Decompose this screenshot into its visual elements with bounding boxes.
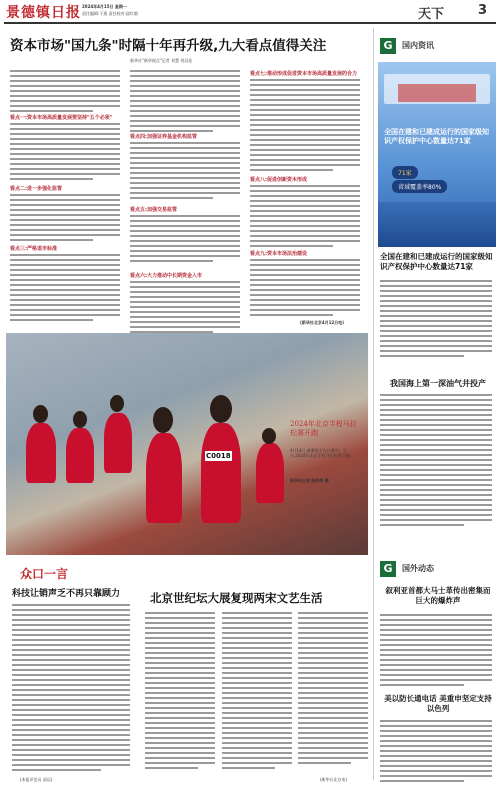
- lead-subhead-7: 看点七:推动形成促进资本市场高质量发展的合力: [250, 71, 358, 77]
- section-name: 天下: [418, 7, 445, 22]
- feature-col2: [222, 612, 292, 769]
- lead-subhead-8: 看点八:促进创新资本形成: [250, 177, 308, 183]
- lead-subhead-2: 看点二:进一步强化监管: [10, 186, 63, 192]
- domestic-headline-2: 我国海上第一深油气井投产: [390, 379, 486, 388]
- masthead-rule: [4, 22, 496, 24]
- column-label: 众口一言: [20, 567, 69, 581]
- masthead-editors: 责任编辑:干燕 责任校对:邱红敏: [82, 11, 138, 16]
- lead-col2-text-c: [130, 215, 240, 262]
- domestic-text-1: [380, 280, 492, 357]
- lead-col3-text-c: [250, 259, 360, 316]
- photo-credit: 新华社记者 陈钟昊 摄: [290, 478, 329, 483]
- feature-footer: (新华社北京电): [320, 777, 348, 782]
- lead-col1-text-d: [10, 254, 120, 321]
- domestic-text-2: [380, 394, 492, 526]
- right-divider: [373, 28, 374, 780]
- column-title: 科技让销声乏不再只靠顾力: [12, 589, 121, 599]
- lead-col3-text-b: [250, 185, 360, 247]
- lead-headline: 资本市场"国九条"时隔十年再升级,九大看点值得关注: [10, 38, 327, 54]
- lead-subhead-5: 看点五:加强交易监管: [130, 207, 178, 213]
- banner-stat-1: 71家: [392, 166, 418, 179]
- lead-col2-text-b: [130, 142, 240, 199]
- domestic-headline-1: 全国在建和已建成运行的国家级知识产权保护中心数量达71家: [380, 252, 493, 271]
- lead-subhead-9: 看点九:资本市场法治建设: [250, 251, 308, 257]
- lead-subhead-6: 看点六:大力推动中长期资金入市: [130, 273, 203, 279]
- lead-subhead-1: 看点一:资本市场高质量发展要坚持"五个必须": [10, 115, 113, 121]
- intl-text-1: [380, 614, 492, 686]
- lead-subhead-3: 看点三:严格退市标准: [10, 246, 58, 252]
- runner-bib: C0018: [206, 452, 231, 460]
- feature-col3: [298, 612, 368, 764]
- intl-headline-1: 叙利亚首都大马士革传出密集而巨大的爆炸声: [385, 586, 491, 605]
- domestic-badge-icon: G: [380, 38, 396, 54]
- page-number: 3: [478, 3, 488, 18]
- domestic-label: 国内资讯: [402, 41, 434, 50]
- feature-title: 北京世纪坛大展复现两宋文艺生活: [150, 591, 323, 605]
- lead-byline: 新华社"新华视点"记者 刘慧 刘羽佳: [130, 58, 193, 63]
- masthead-logo: 景德镇日报: [6, 5, 81, 21]
- lead-col1-text: [10, 70, 120, 112]
- feature-col1: [145, 612, 215, 769]
- lead-col3-text: [250, 79, 360, 171]
- photo-caption-title: 2024年北京半程马拉松赛开跑: [290, 420, 357, 437]
- lead-footer: (新华社北京4月12日电): [300, 320, 345, 325]
- domestic-banner: [378, 62, 496, 247]
- lead-col1-text-c: [10, 194, 120, 241]
- intl-headline-2: 美以防长通电话 美重申坚定支持以色列: [384, 694, 492, 713]
- column-author: (本报评论员 邱远): [20, 777, 53, 782]
- masthead-date: 2024年4月15日 星期一: [82, 4, 127, 9]
- intl-badge-icon: G: [380, 561, 396, 577]
- lead-subhead-4: 看点四:加强证券基金机构监管: [130, 134, 198, 140]
- banner-title: 全国在建和已建成运行的国家级知识产权保护中心数量达71家: [384, 128, 489, 145]
- lead-col1-text-b: [10, 123, 120, 180]
- lead-col2-text: [130, 70, 240, 132]
- lead-col2-text-d: [130, 281, 240, 333]
- intl-text-2: [380, 720, 492, 782]
- column-text: [12, 604, 130, 771]
- photo-caption-body: 4月14日,参赛选手在比赛中。当日,2024年北京半程马拉松赛开跑。: [290, 448, 354, 458]
- marathon-photo: [6, 333, 368, 555]
- intl-label: 国外动态: [402, 564, 434, 573]
- banner-stat-2: 省域覆盖率80%: [392, 180, 447, 193]
